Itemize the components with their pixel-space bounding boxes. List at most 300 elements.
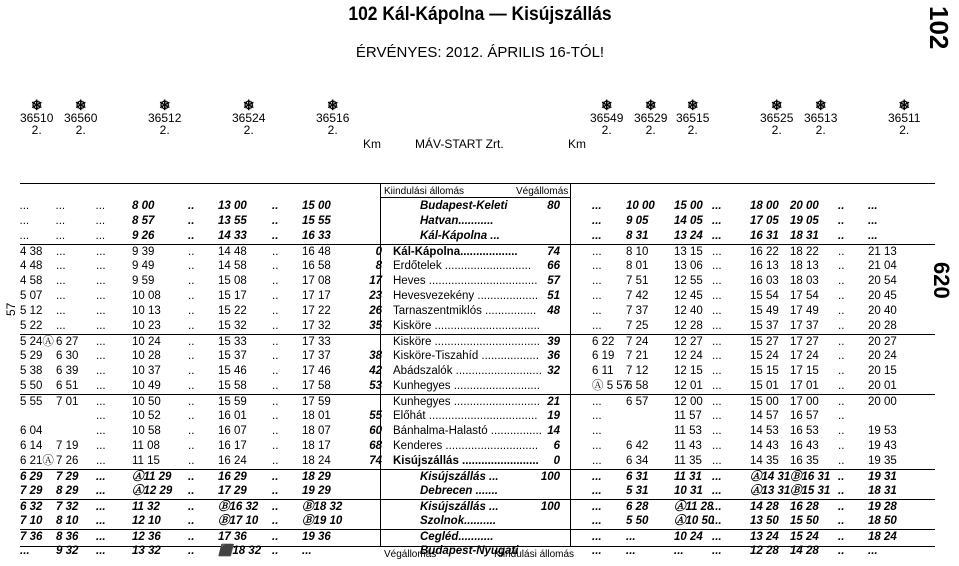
time-cell: .. — [188, 200, 195, 212]
station-name: Kenderes ............................. — [393, 440, 539, 452]
time-cell: .. — [188, 275, 195, 287]
time-cell: 8 31 — [626, 230, 649, 242]
time-cell: .. — [838, 485, 845, 497]
time-cell: ... — [712, 215, 722, 227]
time-cell: 15 58 — [218, 380, 247, 392]
train-class: 2. — [243, 123, 254, 137]
time-cell: ... — [592, 531, 602, 543]
train-class: 2. — [687, 123, 698, 137]
time-cell: 10 37 — [132, 365, 161, 377]
time-cell: 6 34 — [626, 455, 649, 467]
station-name: Kisköre ................................. — [393, 336, 540, 348]
km-right: 66 — [547, 260, 560, 272]
time-cell: ... — [712, 425, 722, 437]
top-rule — [20, 183, 935, 184]
time-cell: 12 28 — [674, 320, 703, 332]
time-cell: 14 48 — [218, 246, 247, 258]
snowflake-icon: ❄ — [158, 97, 171, 113]
time-cell: .. — [188, 230, 195, 242]
time-cell: 16 29 — [218, 471, 247, 483]
time-cell: .. — [838, 471, 845, 483]
table-row — [20, 529, 935, 544]
time-cell: 6 14 — [20, 440, 43, 452]
time-cell: 5 12 — [20, 305, 43, 317]
time-cell: ... — [56, 246, 66, 258]
time-cell: .. — [838, 545, 845, 557]
time-cell: .. — [272, 425, 279, 437]
time-cell: 17 17 — [302, 290, 331, 302]
time-cell: .. — [272, 455, 279, 467]
time-cell: ... — [712, 531, 722, 543]
time-cell: 13 55 — [218, 215, 247, 227]
time-cell: 20 27 — [868, 336, 897, 348]
table-row — [20, 379, 935, 394]
time-cell: 15 00 — [302, 200, 331, 212]
time-cell: 5 07 — [20, 290, 43, 302]
time-cell: 11 57 — [674, 410, 702, 422]
time-cell: ... — [96, 215, 106, 227]
station-name: Bánhalma-Halastó ................ — [393, 425, 542, 437]
table-row — [20, 514, 935, 529]
header-rule — [380, 197, 570, 198]
time-cell: .. — [838, 305, 845, 317]
train-class: 2. — [645, 123, 656, 137]
time-cell: 16 43 — [790, 440, 819, 452]
time-cell: ... — [712, 230, 722, 242]
time-cell: 14 35 — [750, 455, 779, 467]
time-cell: 19 05 — [790, 215, 819, 227]
time-cell: ... — [868, 200, 878, 212]
time-cell: 12 27 — [674, 336, 703, 348]
snowflake-icon: ❄ — [770, 97, 783, 113]
time-cell: .. — [838, 531, 845, 543]
time-cell: 8 10 — [56, 515, 79, 527]
km-left: 53 — [369, 380, 382, 392]
time-cell: .. — [838, 230, 845, 242]
km-left: 35 — [369, 320, 382, 332]
station-name: Kál-Kápolna ... — [420, 230, 500, 242]
time-cell: 19 43 — [868, 440, 897, 452]
time-cell: ... — [56, 320, 66, 332]
time-cell: .. — [188, 365, 195, 377]
time-cell: ⬛18 32 — [218, 545, 262, 557]
time-cell: 17 54 — [790, 290, 819, 302]
time-cell: ... — [96, 320, 106, 332]
time-cell: ... — [96, 485, 106, 497]
train-class: 2. — [899, 123, 910, 137]
time-cell: 15 24 — [790, 531, 819, 543]
time-cell: 15 24 — [750, 350, 779, 362]
time-cell: 17 15 — [790, 365, 819, 377]
train-number: 36512 — [148, 111, 182, 125]
train-number: 36525 — [760, 111, 794, 125]
time-cell: 15 49 — [750, 305, 779, 317]
time-cell: .. — [188, 350, 195, 362]
page-title: 102 Kál-Kápolna — Kisújszállás — [348, 4, 612, 25]
time-cell: Ⓑ17 10 — [218, 515, 259, 527]
time-cell: ... — [592, 410, 602, 422]
time-cell: ... — [96, 305, 106, 317]
time-cell: 8 29 — [56, 485, 79, 497]
time-cell: 15 01 — [750, 380, 779, 392]
time-cell: 15 59 — [218, 396, 247, 408]
time-cell: 20 00 — [790, 200, 819, 212]
time-cell: .. — [838, 275, 845, 287]
km-right: 100 — [540, 471, 560, 483]
side-number: 620 — [929, 262, 954, 299]
train-header — [888, 98, 920, 136]
time-cell: 7 26 — [56, 455, 79, 467]
time-cell: ... — [712, 515, 722, 527]
time-cell: 14 05 — [674, 215, 703, 227]
time-cell: ... — [592, 425, 602, 437]
time-cell: 20 40 — [868, 305, 897, 317]
time-cell: 10 23 — [132, 320, 161, 332]
time-cell: 17 01 — [790, 380, 819, 392]
time-cell: 12 24 — [674, 350, 703, 362]
km-left: 23 — [369, 290, 382, 302]
time-cell: 16 01 — [218, 410, 247, 422]
time-cell: .. — [838, 380, 845, 392]
time-cell: 16 24 — [218, 455, 247, 467]
train-header — [64, 98, 97, 136]
time-cell: 18 29 — [302, 471, 331, 483]
time-cell: .. — [838, 260, 845, 272]
km-label-right: Km — [568, 137, 586, 151]
time-cell: 18 31 — [790, 230, 819, 242]
time-cell: 15 37 — [218, 350, 247, 362]
time-cell: ... — [712, 290, 722, 302]
time-cell: 15 27 — [750, 336, 779, 348]
time-cell: 15 37 — [750, 320, 779, 332]
time-cell: 9 49 — [132, 260, 155, 272]
time-cell: ... — [20, 215, 30, 227]
time-cell: 6 58 — [626, 380, 649, 392]
time-cell: .. — [838, 246, 845, 258]
time-cell: ... — [56, 305, 66, 317]
time-cell: 13 24 — [674, 230, 703, 242]
time-cell: 6 31 — [626, 471, 649, 483]
time-cell: 16 53 — [790, 425, 819, 437]
time-cell: 11 43 — [674, 440, 702, 452]
time-cell: ... — [712, 275, 722, 287]
time-cell: .. — [188, 246, 195, 258]
time-cell: ... — [592, 290, 602, 302]
time-cell: .. — [272, 275, 279, 287]
time-cell: 5 38 — [20, 365, 43, 377]
time-cell: 17 46 — [302, 365, 331, 377]
train-header — [676, 98, 709, 136]
time-cell: ... — [712, 440, 722, 452]
km-right: 80 — [547, 200, 560, 212]
time-cell: 9 05 — [626, 215, 649, 227]
time-cell: 15 33 — [218, 336, 247, 348]
time-cell: .. — [272, 531, 279, 543]
time-cell: 19 31 — [868, 471, 897, 483]
time-cell: 17 32 — [302, 320, 331, 332]
time-cell: ... — [712, 320, 722, 332]
time-cell: ... — [96, 425, 106, 437]
time-cell: ... — [20, 545, 30, 557]
snowflake-icon: ❄ — [814, 97, 827, 113]
train-class: 2. — [601, 123, 612, 137]
time-cell: Ⓑ15 31 — [790, 485, 831, 497]
table-row — [20, 439, 935, 454]
time-cell: Ⓑ19 10 — [302, 515, 343, 527]
station-name: Kál-Kápolna.................. — [393, 246, 518, 258]
time-cell: .. — [188, 440, 195, 452]
time-cell: .. — [272, 515, 279, 527]
time-cell: 11 15 — [132, 455, 160, 467]
station-name: Kunhegyes ........................... — [393, 380, 541, 392]
station-name: Kisújszállás ... — [420, 501, 499, 513]
time-cell: 17 00 — [790, 396, 819, 408]
station-name: Kisköre-Tiszahíd .................. — [393, 350, 539, 362]
time-cell: ... — [96, 336, 106, 348]
station-name: Kisújszállás ........................ — [393, 455, 539, 467]
km-left: 17 — [369, 275, 382, 287]
time-cell: 16 57 — [790, 410, 819, 422]
time-cell: ... — [712, 380, 722, 392]
station-name: Erdőtelek ........................... — [393, 260, 532, 272]
time-cell: .. — [838, 336, 845, 348]
time-cell: 17 22 — [302, 305, 331, 317]
time-cell: 15 32 — [218, 320, 247, 332]
time-cell: ... — [592, 246, 602, 258]
time-cell: .. — [188, 455, 195, 467]
time-cell: 15 46 — [218, 365, 247, 377]
time-cell: 16 48 — [302, 246, 331, 258]
time-cell: 15 17 — [218, 290, 247, 302]
time-cell: 15 54 — [750, 290, 779, 302]
time-cell: 12 28 — [750, 545, 779, 557]
time-cell: 16 35 — [790, 455, 819, 467]
table-row — [20, 304, 935, 319]
time-cell: 7 12 — [626, 365, 649, 377]
time-cell: 7 51 — [626, 275, 649, 287]
time-cell: .. — [188, 545, 195, 557]
time-cell: ... — [712, 200, 722, 212]
origin-label-top: Kiindulási állomás — [384, 186, 465, 197]
time-cell: 7 21 — [626, 350, 649, 362]
time-cell: 10 52 — [132, 410, 161, 422]
time-cell: .. — [272, 440, 279, 452]
time-cell: 12 36 — [132, 531, 161, 543]
time-cell: 15 00 — [674, 200, 703, 212]
km-left: 26 — [369, 305, 382, 317]
time-cell: 16 58 — [302, 260, 331, 272]
time-cell: 16 33 — [302, 230, 331, 242]
km-right: 39 — [547, 336, 560, 348]
time-cell: ... — [712, 336, 722, 348]
time-cell: .. — [272, 230, 279, 242]
time-cell: 13 32 — [132, 545, 161, 557]
time-cell: Ⓐ11 28 — [674, 501, 714, 513]
station-name: Kunhegyes ........................... — [393, 396, 541, 408]
time-cell: ... — [56, 200, 66, 212]
station-name: Debrecen ....... — [420, 485, 498, 497]
time-cell: 20 28 — [868, 320, 897, 332]
time-cell: .. — [838, 350, 845, 362]
time-cell: 15 08 — [218, 275, 247, 287]
km-right: 48 — [547, 305, 560, 317]
dest-label-bottom: Végállomás — [384, 549, 437, 560]
time-cell: .. — [272, 260, 279, 272]
time-cell: ... — [96, 471, 106, 483]
time-cell: ... — [20, 200, 30, 212]
train-class: 2. — [327, 123, 338, 137]
time-cell: .. — [272, 365, 279, 377]
snowflake-icon: ❄ — [74, 97, 87, 113]
time-cell: 7 37 — [626, 305, 649, 317]
table-row — [20, 334, 935, 349]
time-cell: Ⓑ16 32 — [218, 501, 259, 513]
time-cell: ... — [96, 260, 106, 272]
time-cell: 9 32 — [56, 545, 79, 557]
time-cell: 17 58 — [302, 380, 331, 392]
time-cell: 20 00 — [868, 396, 897, 408]
time-cell: 17 49 — [790, 305, 819, 317]
time-cell: 8 36 — [56, 531, 79, 543]
time-cell: Ⓑ18 32 — [302, 501, 343, 513]
time-cell: 14 33 — [218, 230, 247, 242]
time-cell: .. — [272, 485, 279, 497]
time-cell: 18 07 — [302, 425, 331, 437]
time-cell: 19 29 — [302, 485, 331, 497]
train-number: 36524 — [232, 111, 266, 125]
time-cell: .. — [838, 501, 845, 513]
time-cell: 16 28 — [790, 501, 819, 513]
km-right: 19 — [547, 410, 560, 422]
table-row — [20, 499, 935, 514]
train-header — [316, 98, 349, 136]
table-row — [20, 244, 935, 259]
table-row — [20, 289, 935, 304]
km-right: 51 — [547, 290, 560, 302]
table-row — [20, 454, 935, 469]
km-right: 0 — [553, 455, 560, 467]
time-cell: 17 05 — [750, 215, 779, 227]
time-cell: ... — [592, 260, 602, 272]
km-right: 36 — [547, 350, 560, 362]
time-cell: 10 08 — [132, 290, 161, 302]
time-cell: ... — [96, 410, 106, 422]
time-cell: ... — [592, 200, 602, 212]
station-name: Abádszalók ........................... — [393, 365, 542, 377]
km-left: 74 — [369, 455, 382, 467]
station-name: Tarnaszentmiklós ................ — [393, 305, 537, 317]
time-cell: 17 08 — [302, 275, 331, 287]
time-cell: ... — [712, 501, 722, 513]
time-cell: .. — [272, 305, 279, 317]
time-cell: .. — [838, 320, 845, 332]
time-cell: .. — [188, 485, 195, 497]
time-cell: 15 22 — [218, 305, 247, 317]
km-right: 32 — [547, 365, 560, 377]
time-cell: 17 27 — [790, 336, 819, 348]
time-cell: 6 51 — [56, 380, 79, 392]
time-cell: 16 07 — [218, 425, 247, 437]
time-cell: Ⓑ16 31 — [790, 471, 831, 483]
time-cell: 14 58 — [218, 260, 247, 272]
time-cell: ... — [712, 365, 722, 377]
km-left: 38 — [369, 350, 382, 362]
time-cell: 16 17 — [218, 440, 247, 452]
time-cell: .. — [272, 410, 279, 422]
train-header — [232, 98, 265, 136]
time-cell: 10 50 — [132, 396, 161, 408]
time-cell: 18 17 — [302, 440, 331, 452]
time-cell: ... — [56, 275, 66, 287]
train-class: 2. — [31, 123, 42, 137]
time-cell: .. — [272, 501, 279, 513]
time-cell: .. — [188, 336, 195, 348]
station-name: Budapest-Keleti — [420, 200, 508, 212]
dest-label-top: Végállomás — [516, 186, 569, 197]
time-cell: 21 04 — [868, 260, 897, 272]
table-row — [20, 274, 935, 289]
time-cell: 17 29 — [218, 485, 247, 497]
time-cell: 6 19 — [592, 350, 615, 362]
time-cell: ... — [56, 290, 66, 302]
time-cell: .. — [188, 290, 195, 302]
train-header — [148, 98, 181, 136]
km-right: 74 — [547, 246, 560, 258]
time-cell: 11 53 — [674, 425, 702, 437]
time-cell: 11 35 — [674, 455, 702, 467]
table-row — [20, 199, 935, 214]
time-cell: 6 29 — [20, 471, 43, 483]
time-cell: 7 01 — [56, 396, 79, 408]
time-cell: .. — [272, 396, 279, 408]
time-cell: Ⓐ10 50 — [674, 515, 715, 527]
train-number: 36560 — [64, 111, 98, 125]
time-cell: Ⓐ12 29 — [132, 485, 173, 497]
time-cell: 10 31 — [674, 485, 703, 497]
time-cell: 6 30 — [56, 350, 79, 362]
train-number: 36516 — [316, 111, 350, 125]
table-row — [20, 259, 935, 274]
time-cell: 8 01 — [626, 260, 649, 272]
time-cell: ... — [868, 230, 878, 242]
time-cell: 9 39 — [132, 246, 155, 258]
operator-name: MÁV-START Zrt. — [415, 137, 504, 151]
time-cell: 9 59 — [132, 275, 155, 287]
time-cell: 7 10 — [20, 515, 43, 527]
time-cell: ... — [96, 396, 106, 408]
time-cell: 6 42 — [626, 440, 649, 452]
time-cell: ... — [96, 290, 106, 302]
station-name: Cegléd........... — [420, 531, 494, 543]
time-cell: 6 28 — [626, 501, 649, 513]
time-cell: ... — [96, 545, 106, 557]
train-number: 36515 — [676, 111, 710, 125]
time-cell: 6 57 — [626, 396, 649, 408]
time-cell: .. — [272, 246, 279, 258]
train-header — [804, 98, 837, 136]
time-cell: .. — [188, 260, 195, 272]
time-cell: .. — [838, 515, 845, 527]
time-cell: .. — [838, 365, 845, 377]
station-name: Előhát .................................. — [393, 410, 538, 422]
time-cell: ... — [96, 440, 106, 452]
time-cell: 4 58 — [20, 275, 43, 287]
time-cell: 11 08 — [132, 440, 160, 452]
validity-note: ÉRVÉNYES: 2012. ÁPRILIS 16-TÓL! — [355, 44, 605, 61]
km-label-left: Km — [363, 137, 381, 151]
time-cell: 10 58 — [132, 425, 161, 437]
time-cell: ... — [96, 350, 106, 362]
